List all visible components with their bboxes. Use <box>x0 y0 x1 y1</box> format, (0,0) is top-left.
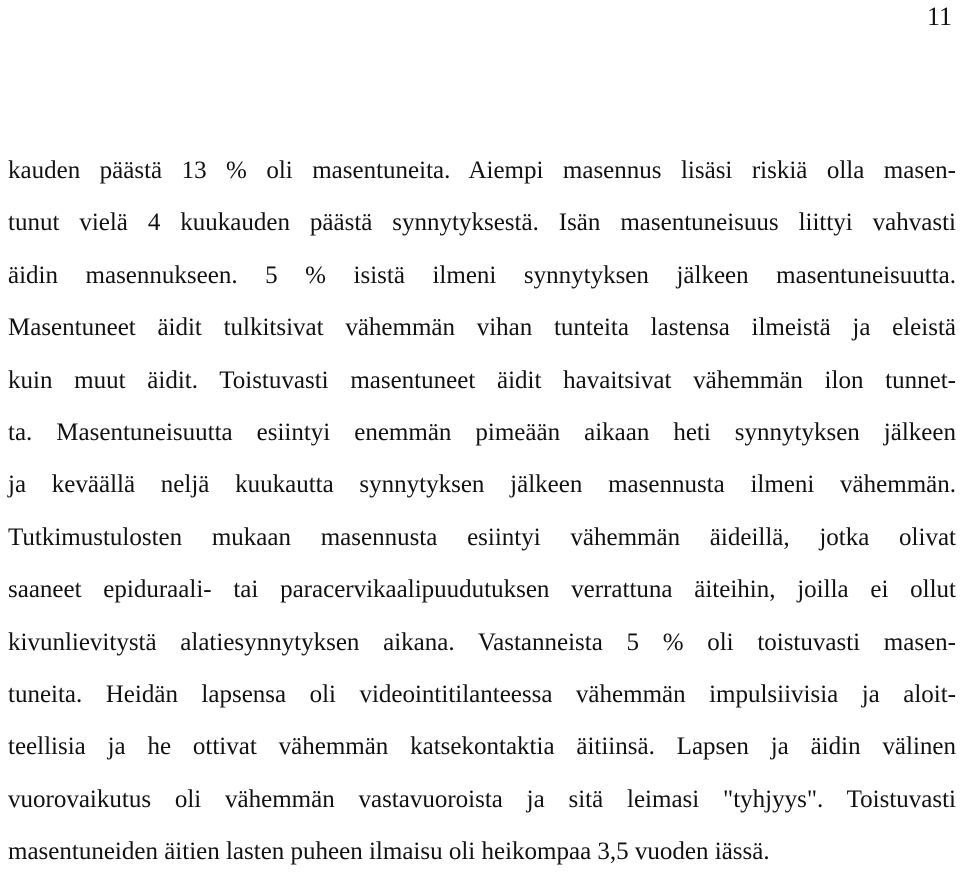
page-number: 11 <box>926 2 952 31</box>
text-line: ja keväällä neljä kuukautta synnytyksen jälkeen masennusta ilmeni vähemmän. <box>8 471 956 499</box>
text-line: tuneita. Heidän lapsensa oli videointitilanteessa vähemmän impulsiivisia ja aloit- <box>8 680 956 708</box>
text-line-last: masentuneiden äitien lasten puheen ilmaisu oli heikompaa 3,5 vuoden iässä. <box>8 838 770 866</box>
text-line: vuorovaikutus oli vähemmän vastavuoroista ja sitä leimasi "tyhjyys". Toistuvasti <box>8 785 956 813</box>
text-line: ta. Masentuneisuutta esiintyi enemmän pimeään aikaan heti synnytyksen jälkeen <box>8 418 956 446</box>
text-line: äidin masennukseen. 5 % isistä ilmeni synnytyksen jälkeen masentuneisuutta. <box>8 261 956 289</box>
text-line: tunut vielä 4 kuukauden päästä synnytyksestä. Isän masentuneisuus liittyi vahvasti <box>8 209 956 237</box>
body-paragraph <box>8 151 956 884</box>
text-line: kauden päästä 13 % oli masentuneita. Aiempi masennus lisäsi riskiä olla masen- <box>8 157 956 184</box>
text-line: teellisia ja he ottivat vähemmän katsekontaktia äitiinsä. Lapsen ja äidin välinen <box>8 733 956 761</box>
text-line: saaneet epiduraali- tai paracervikaalipuudutuksen verrattuna äiteihin, joilla ei ollut <box>8 576 956 604</box>
text-line: Tutkimustulosten mukaan masennusta esiintyi vähemmän äideillä, jotka olivat <box>8 523 956 551</box>
text-line: kuin muut äidit. Toistuvasti masentuneet äidit havaitsivat vähemmän ilon tunnet- <box>8 366 956 394</box>
text-line: Masentuneet äidit tulkitsivat vähemmän vihan tunteita lastensa ilmeistä ja eleistä <box>8 314 956 342</box>
text-line: kivunlievitystä alatiesynnytyksen aikana. Vastanneista 5 % oli toistuvasti masen- <box>8 628 956 656</box>
